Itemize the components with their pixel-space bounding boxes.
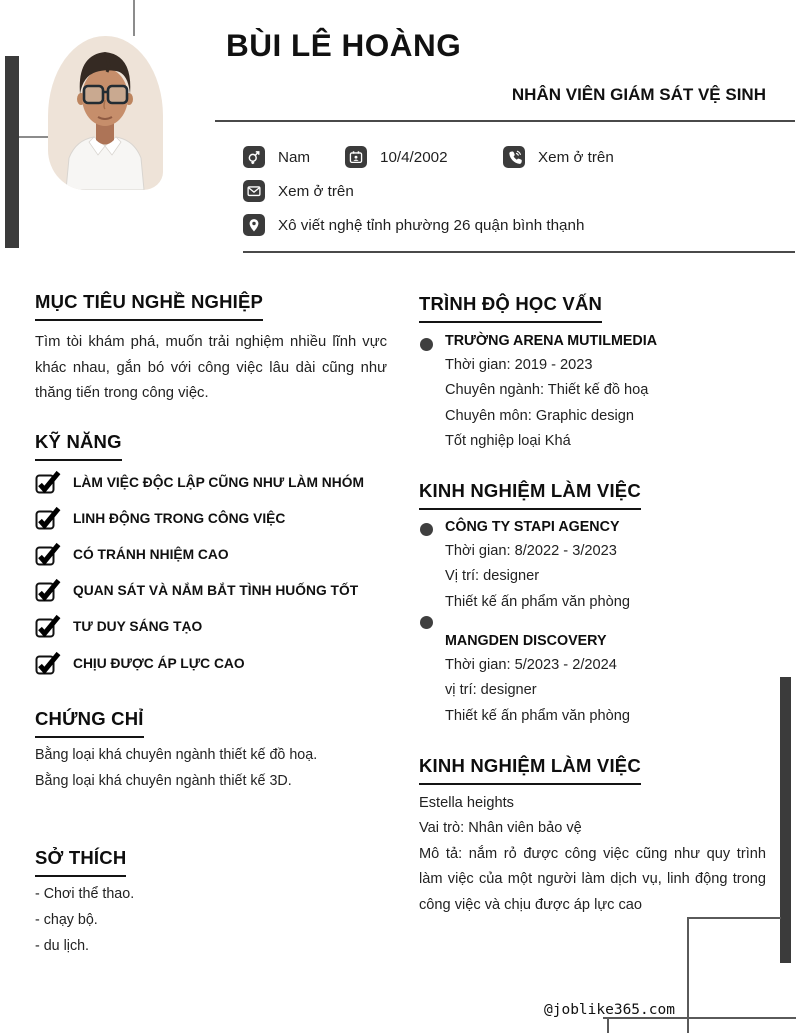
contact-address-value: Xô viết nghệ tỉnh phường 26 quận bình thạnh — [278, 216, 585, 234]
section-hobbies — [35, 845, 126, 877]
experience-line: Thời gian: 8/2022 - 3/2023 — [445, 543, 617, 559]
education-line: Chuyên ngành: Thiết kế đồ hoạ — [445, 382, 649, 399]
section-objective — [35, 289, 263, 321]
portrait-illustration — [48, 36, 163, 190]
skill-label: LÀM VIỆC ĐỘC LẬP CŨNG NHƯ LÀM NHÓM — [73, 474, 364, 490]
left-decor-tick — [19, 136, 48, 138]
skill-label: QUAN SÁT VÀ NẮM BẮT TÌNH HUỐNG TỐT — [73, 582, 359, 598]
corner-box-left-line — [687, 917, 689, 1033]
contact-email-value: Xem ở trên — [278, 182, 354, 200]
section-education — [419, 291, 602, 323]
education-line: Chuyên môn: Graphic design — [445, 407, 635, 424]
bottom-decor-tick — [607, 1017, 609, 1033]
experience2-body — [419, 791, 766, 918]
location-icon — [243, 214, 265, 236]
contact-phone — [503, 146, 614, 168]
top-decor-line — [133, 0, 135, 36]
certificates-heading: CHỨNG CHỈ — [35, 706, 144, 738]
experience2-description: Mô tả: nắm rỏ được công việc cũng như quy trình làm việc của một người làm dịch vụ, linh động trong công việc và chịu được áp lực cao — [419, 845, 766, 913]
certificate-item: Bằng loại khá chuyên ngành thiết kế 3D. — [35, 773, 292, 789]
phone-icon — [503, 146, 525, 168]
hobbies-list — [35, 881, 395, 959]
contact-phone-value: Xem ở trên — [538, 148, 614, 166]
experience-line: Thiết kế ấn phẩm văn phòng — [445, 593, 630, 610]
skill-item — [35, 506, 285, 530]
hobbies-heading: SỞ THÍCH — [35, 845, 126, 877]
education-line: Thời gian: 2019 - 2023 — [445, 357, 593, 373]
gender-icon — [243, 146, 265, 168]
bullet-icon — [420, 338, 433, 351]
header-divider — [215, 120, 795, 122]
experience2-line: Vai trò: Nhân viên bảo vệ — [419, 820, 582, 837]
bullet-icon — [420, 523, 433, 536]
skill-item — [35, 542, 229, 566]
section-certificates — [35, 706, 144, 738]
checkbox-checked-icon — [35, 470, 62, 494]
skill-label: CÓ TRÁNH NHIỆM CAO — [73, 546, 229, 562]
contact-email — [243, 180, 354, 202]
experience-heading: KINH NGHIỆM LÀM VIỆC — [419, 478, 641, 510]
calendar-icon — [345, 146, 367, 168]
contact-gender-value: Nam — [278, 148, 311, 166]
experience-company: CÔNG TY STAPI AGENCY — [445, 519, 620, 535]
bullet-icon — [420, 616, 433, 629]
hobby-item: - Chơi thể thao. — [35, 886, 135, 902]
skill-item — [35, 578, 358, 602]
checkbox-checked-icon — [35, 578, 62, 602]
experience-line: Thời gian: 5/2023 - 2/2024 — [445, 657, 617, 673]
contact-birth-date — [345, 146, 448, 168]
education-line: Tốt nghiệp loại Khá — [445, 433, 571, 450]
skills-heading: KỸ NĂNG — [35, 429, 122, 461]
checkbox-checked-icon — [35, 614, 62, 638]
candidate-name: BÙI LÊ HOÀNG — [226, 27, 462, 63]
objective-heading: MỤC TIÊU NGHỀ NGHIỆP — [35, 289, 263, 321]
section-experience2 — [419, 753, 641, 785]
contact-address — [243, 214, 584, 236]
hobby-item: - du lịch. — [35, 938, 90, 954]
contact-birth-date-value: 10/4/2002 — [380, 148, 448, 166]
watermark: @joblike365.com — [544, 1002, 675, 1018]
checkbox-checked-icon — [35, 506, 62, 530]
section-experience — [419, 478, 641, 510]
education-school: TRƯỜNG ARENA MUTILMEDIA — [445, 333, 658, 349]
certificate-item: Bằng loại khá chuyên ngành thiết kế đồ hoạ. — [35, 747, 318, 763]
skill-item — [35, 470, 364, 494]
education-entry — [445, 330, 766, 455]
contact-divider — [243, 251, 795, 253]
experience2-line: Estella heights — [419, 795, 514, 811]
experience-line: vị trí: designer — [445, 682, 537, 699]
checkbox-checked-icon — [35, 651, 62, 675]
left-accent-bar — [5, 56, 19, 248]
email-icon — [243, 180, 265, 202]
experience2-heading: KINH NGHIỆM LÀM VIỆC — [419, 753, 641, 785]
objective-body: Tìm tòi khám phá, muốn trải nghiệm nhiều lĩnh vực khác nhau, gắn bó với công việc lâu dài cũng như thăng tiến trong công việc. — [35, 334, 387, 401]
experience-company: MANGDEN DISCOVERY — [445, 633, 607, 649]
education-heading: TRÌNH ĐỘ HỌC VẤN — [419, 291, 602, 323]
skill-label: LINH ĐỘNG TRONG CÔNG VIỆC — [73, 510, 286, 526]
right-accent-bar — [780, 677, 791, 963]
job-title: NHÂN VIÊN GIÁM SÁT VỆ SINH — [511, 85, 766, 104]
experience-entry — [445, 630, 766, 729]
skill-item — [35, 651, 245, 675]
experience-line: Thiết kế ấn phẩm văn phòng — [445, 707, 630, 724]
certificates-list — [35, 742, 395, 794]
experience-line: Vị trí: designer — [445, 568, 540, 585]
contact-gender — [243, 146, 310, 168]
checkbox-checked-icon — [35, 542, 62, 566]
experience-entry — [445, 516, 766, 615]
hobby-item: - chạy bộ. — [35, 912, 98, 928]
profile-photo — [48, 36, 163, 190]
skill-label: TƯ DUY SÁNG TẠO — [73, 618, 203, 634]
skill-item — [35, 614, 202, 638]
section-skills — [35, 429, 122, 461]
skill-label: CHỊU ĐƯỢC ÁP LỰC CAO — [73, 655, 245, 671]
